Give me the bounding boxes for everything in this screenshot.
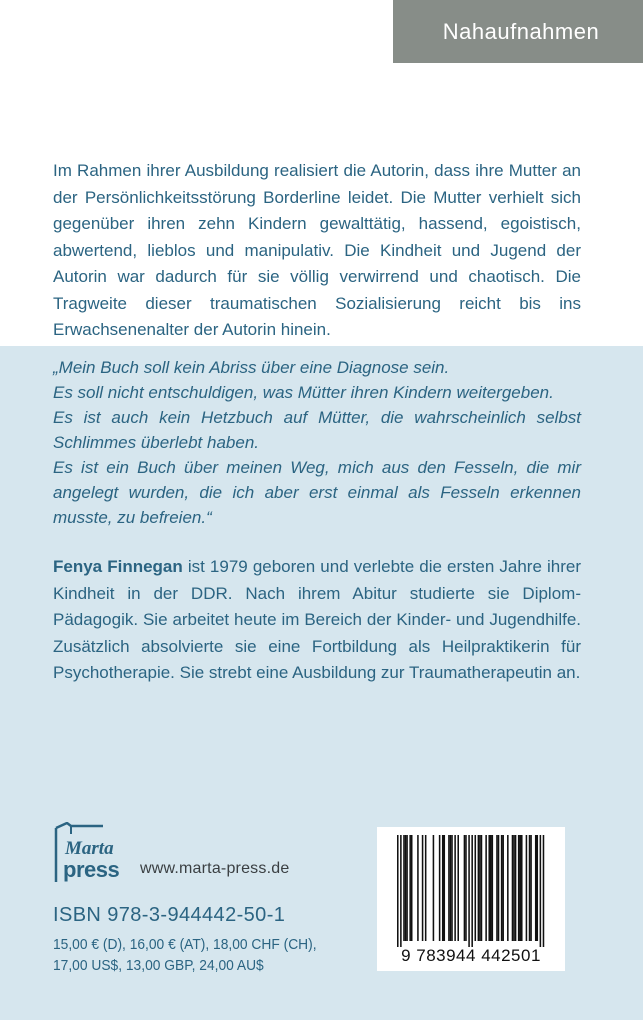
publisher-url[interactable]: www.marta-press.de xyxy=(140,860,290,877)
barcode-bar xyxy=(535,835,537,941)
barcode-bar xyxy=(433,835,435,941)
author-quote xyxy=(53,355,581,530)
bio-text: ist 1979 geboren und verlebte die ersten Jahre ihrer Kindheit in der DDR. Nach ihrem Abitur studierte sie Diplom-Pädagogik. Sie arbeitet heute im Bereich der Kinder- und Jugendhilfe. Zusätzlich absolvierte sie eine Fortbildung als Heilpraktikerin für Psychotherapie. Sie strebt eine Ausbildung zur Traumatherapeutin an. xyxy=(53,557,581,682)
blurb-text: Im Rahmen ihrer Ausbildung realisiert die Autorin, dass ihre Mutter an der Persönlichkeitsstörung Borderline leidet. Die Mutter verhielt sich gegenüber ihren zehn Kindern gewalttätig, hassend, egoistisch, abwertend, lieblos und manipulativ. Die Kindheit und Jugend der Autorin war dadurch für sie völlig verwirrend und chaotisch. Die Tragweite dieser traumatischen Sozialisierung reicht bis ins Erwachsenenalter der Autorin hinein. xyxy=(53,161,581,339)
barcode-bar xyxy=(442,835,444,941)
barcode-bar xyxy=(425,835,427,941)
barcode-bar xyxy=(422,835,424,941)
barcode-bar xyxy=(519,835,521,941)
barcode-bar xyxy=(471,835,473,947)
quote-line-2: Es soll nicht entschuldigen, was Mütter ihren Kindern weitergeben. xyxy=(53,383,554,402)
barcode-bar xyxy=(439,835,441,941)
barcode-bar xyxy=(507,835,509,941)
barcode-bar xyxy=(457,835,459,941)
barcode-bar xyxy=(400,835,402,947)
quote-line-3: Es ist auch kein Hetzbuch auf Mütter, die wahrscheinlich selbst Schlimmes überlebt haben. xyxy=(53,408,581,452)
barcode-bar xyxy=(526,835,528,941)
barcode-bar xyxy=(464,835,466,941)
barcode-bar xyxy=(543,835,545,947)
barcode-bar xyxy=(515,835,517,941)
barcode-bar xyxy=(451,835,453,941)
barcode-bar xyxy=(512,835,514,941)
publisher-logo-graphic xyxy=(53,822,125,884)
price-line-1: 15,00 € (D), 16,00 € (AT), 18,00 CHF (CH), xyxy=(53,936,317,953)
logo-text-press: press xyxy=(63,857,120,882)
barcode-bar xyxy=(481,835,483,941)
barcode-bar xyxy=(448,835,450,941)
barcode-bar xyxy=(403,835,405,941)
barcode-bar xyxy=(485,835,487,941)
barcode-bar xyxy=(397,835,399,947)
book-blurb xyxy=(53,158,581,344)
barcode-bar xyxy=(475,835,477,941)
series-label: Nahaufnahmen xyxy=(393,0,643,63)
barcode-bar xyxy=(540,835,542,947)
barcode-bar xyxy=(501,835,503,941)
barcode-bar xyxy=(530,835,532,941)
barcode-bar xyxy=(411,835,413,941)
barcode-bar xyxy=(417,835,419,941)
barcode-bar xyxy=(479,835,481,941)
logo-text-marta: Marta xyxy=(65,838,114,859)
publisher-logo xyxy=(53,822,125,884)
barcode-bar xyxy=(518,835,520,941)
barcode-bar xyxy=(529,835,531,941)
barcode-bar xyxy=(406,835,408,941)
barcode-bar xyxy=(409,835,411,941)
barcode-bar xyxy=(537,835,539,941)
barcode-bar xyxy=(468,835,470,947)
barcode-bar xyxy=(444,835,446,941)
barcode-bar xyxy=(502,835,504,941)
barcode-digits: 9 783944 442501 xyxy=(401,946,541,965)
barcode-bar xyxy=(521,835,523,941)
quote-line-1: „Mein Buch soll kein Abriss über eine Diagnose sein. xyxy=(53,358,450,377)
isbn: ISBN 978-3-944442-50-1 xyxy=(53,904,286,926)
barcode-bar xyxy=(465,835,467,941)
barcode-bar xyxy=(513,835,515,941)
barcode-bar xyxy=(496,835,498,941)
quote-line-4: Es ist ein Buch über meinen Weg, mich aus den Fesseln, die mir angelegt wurden, die ich aber erst einmal als Fesseln erkennen musste, zu befreien.“ xyxy=(53,458,581,527)
barcode-bar xyxy=(492,835,494,941)
barcode-bar xyxy=(498,835,500,941)
author-name: Fenya Finnegan xyxy=(53,557,183,576)
barcode-bar xyxy=(488,835,490,941)
price-line-2: 17,00 US$, 13,00 GBP, 24,00 AU$ xyxy=(53,957,264,974)
barcode-bar xyxy=(405,835,407,941)
barcode xyxy=(377,827,565,971)
barcode-bar xyxy=(490,835,492,941)
barcode-bar xyxy=(454,835,456,941)
author-bio xyxy=(53,554,581,687)
barcode-bar xyxy=(478,835,480,941)
barcode-bar xyxy=(450,835,452,941)
